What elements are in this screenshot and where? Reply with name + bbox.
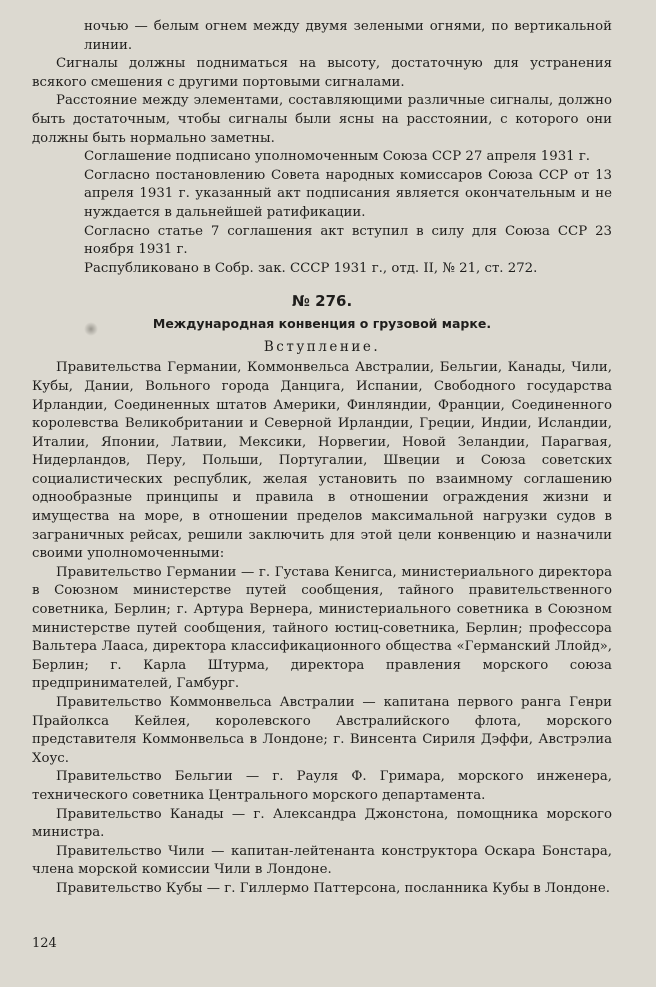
paragraph: Правительство Коммонвельса Австралии — капитана первого ранга Генри Прайолкса Кейлея, королевского Австралийского флота, морского представителя Коммонвельса в Лондоне; г. Винсента Сириля Дэффи, Австрэлиа Хоус. (32, 695, 612, 766)
paragraph: Правительство Германии — г. Густава Кенигса, министериального директора в Союзном министерстве путей сообщения, тайного правительственного советника, Берлин; г. Артура Вернера, министериального советника в Союзном министерстве путей сообщения, тайного юстиц-советника, Берлин; профессора Вальтера Лааса, директора классификационного общества «Германский Ллойд», Берлин; г. Карла Штурма, директора правления морского союза предпринимателей, Гамбург. (32, 564, 612, 692)
paragraph: Сигналы должны подниматься на высоту, достаточную для устранения всякого смешения с другими портовыми сигналами. (32, 56, 612, 90)
paragraph: Правительство Канады — г. Александра Джонстона, помощника морского министра. (32, 806, 612, 841)
main-text (32, 359, 612, 898)
section-title: Международная конвенция о грузовой марке. (152, 316, 492, 332)
paragraph: Правительство Кубы — г. Гиллермо Паттерсона, посланника Кубы в Лондоне. (56, 880, 611, 896)
paragraph: Правительство Бельгии — г. Рауля Ф. Гримара, морского инженера, технического советника Центрального морского департамента. (32, 769, 612, 803)
paragraph: Правительство Чили — капитан-лейтенанта конструктора Оскара Бонстара, члена морской комиссии Чили в Лондоне. (32, 843, 612, 878)
page-number: 124 (32, 936, 57, 951)
section-subtitle: Вступление. (263, 339, 381, 356)
paragraph-continuation: ночью — белым огнем между двумя зелеными огнями, по вертикальной линии. (84, 19, 612, 53)
paragraph: Расстояние между элементами, составляющими различные сигналы, должно быть достаточным, чтобы сигналы были ясны на расстоянии, с которого они должны быть нормально заметны. (32, 93, 612, 146)
note: Согласно постановлению Совета народных комиссаров Союза ССР от 13 апреля 1931 г. указанный акт подписания является окончательным и не нуждается в дальнейшей ратификации. (84, 167, 612, 220)
note: Соглашение подписано уполномоченным Союза ССР 27 апреля 1931 г. (84, 149, 591, 165)
ratification-notes (32, 148, 612, 278)
note: Согласно статье 7 соглашения акт вступил в силу для Союза ССР 23 ноября 1931 г. (84, 223, 612, 258)
paragraph: Правительства Германии, Коммонвельса Австралии, Бельгии, Канады, Чили, Кубы, Дании, Вольного города Данцига, Испании, Свободного государства Ирландии, Соединенных штатов Америки, Финляндии, Франции, Соединенного королевства Великобритании и Северной Ирландии, Греции, Индии, Исландии, Италии, Японии, Латвии, Мексики, Норвегии, Новой Зеландии, Парагвая, Нидерландов, Перу, Польши, Португалии, Швеции и Союза советских социалистических республик, желая установить по взаимному соглашению однообразные принципы и правила в отношении ограждения жизни и имущества на море, в отношении пределов максимальной нагрузки судов в заграничных рейсах, решили заключить для этой цели конвенцию и назначили своими уполномоченными: (32, 360, 612, 562)
paper-stain (84, 322, 98, 336)
top-text (32, 18, 612, 148)
section-number: № 276. (291, 292, 353, 311)
note: Распубликовано в Собр. зак. СССР 1931 г., отд. II, № 21, ст. 272. (84, 260, 538, 276)
